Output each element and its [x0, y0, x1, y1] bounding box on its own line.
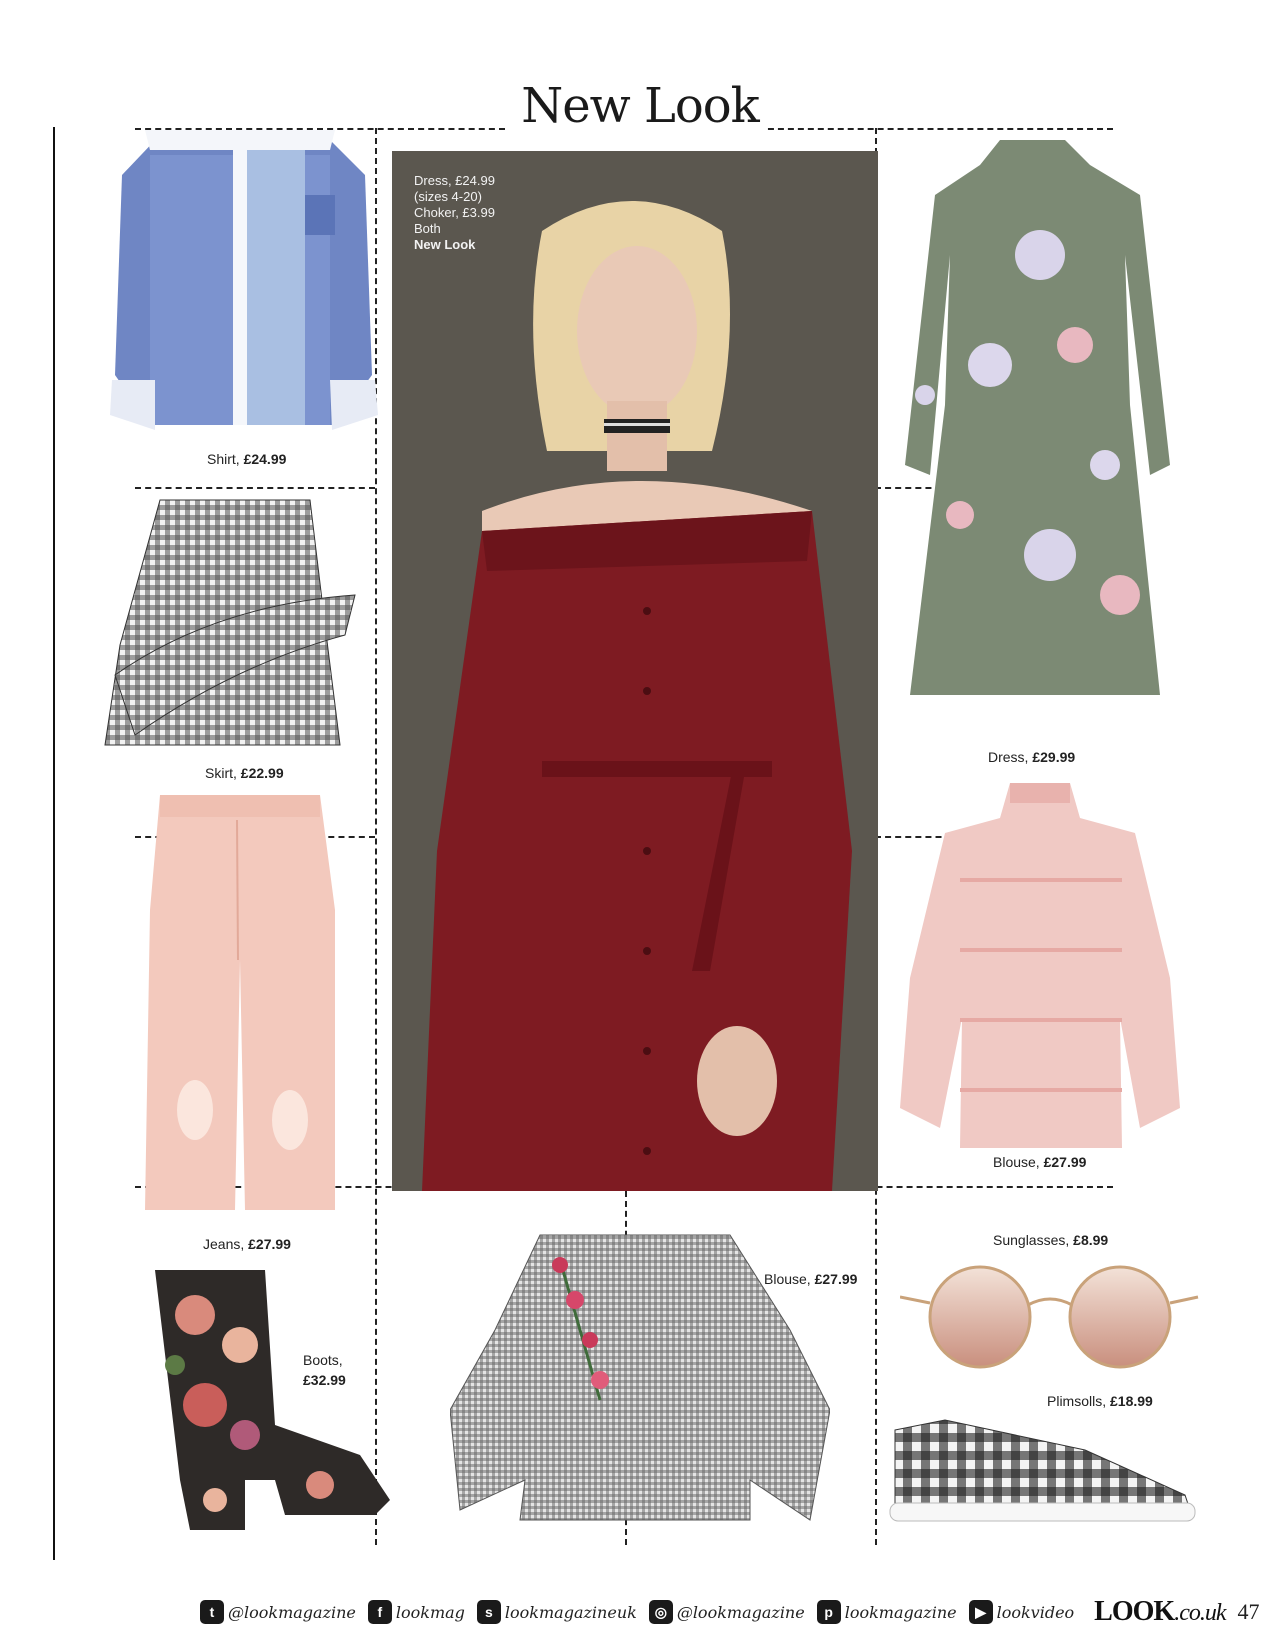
- social-pinterest[interactable]: [817, 1600, 957, 1624]
- boots-label: Boots,: [303, 1352, 343, 1368]
- jeans-caption: [203, 1236, 291, 1252]
- snapchat-icon: s: [477, 1600, 501, 1624]
- boots-image: [135, 1265, 395, 1535]
- logo-main: LOOK: [1094, 1596, 1175, 1627]
- sunglasses-image: [900, 1265, 1200, 1375]
- hero-caption-brand: New Look: [414, 237, 476, 252]
- hero-model-illustration: [392, 151, 878, 1191]
- sunglasses-price: £8.99: [1073, 1232, 1109, 1248]
- shirt-label: Shirt,: [207, 451, 240, 467]
- gingham-blouse-caption: [764, 1271, 857, 1287]
- boots-price: £32.99: [303, 1372, 346, 1388]
- floral-dress-label: Dress,: [988, 749, 1029, 765]
- hero-caption-line-1: Dress, £24.99: [414, 173, 495, 188]
- social-snapchat[interactable]: [477, 1600, 637, 1624]
- social-instagram[interactable]: [649, 1600, 805, 1624]
- facebook-handle[interactable]: lookmag: [395, 1602, 465, 1622]
- instagram-icon: ◎: [649, 1600, 673, 1624]
- facebook-icon: f: [368, 1600, 392, 1624]
- page-number: 47: [1237, 1599, 1260, 1624]
- hero-caption-line-3: Choker, £3.99: [414, 205, 495, 220]
- pink-blouse-label: Blouse,: [993, 1154, 1040, 1170]
- shirt-caption: [207, 451, 286, 467]
- logo-tld: .co.uk: [1174, 1600, 1226, 1626]
- pink-blouse-price: £27.99: [1043, 1154, 1087, 1170]
- video-handle[interactable]: lookvideo: [996, 1602, 1075, 1622]
- skirt-price: £22.99: [240, 765, 284, 781]
- gingham-blouse-label: Blouse,: [764, 1271, 811, 1287]
- left-margin-rule: [53, 127, 55, 1560]
- social-facebook[interactable]: [368, 1600, 465, 1624]
- hero-caption-line-2: (sizes 4-20): [414, 189, 482, 204]
- sunglasses-label: Sunglasses,: [993, 1232, 1070, 1248]
- social-twitter[interactable]: [200, 1600, 356, 1624]
- hero-caption-line-4: Both: [414, 221, 441, 236]
- jeans-label: Jeans,: [203, 1236, 245, 1252]
- footer: [200, 1592, 1260, 1632]
- floral-dress-price: £29.99: [1032, 749, 1076, 765]
- instagram-handle[interactable]: @lookmagazine: [676, 1602, 805, 1622]
- plimsolls-price: £18.99: [1110, 1393, 1153, 1409]
- video-icon: ▶: [969, 1600, 993, 1624]
- top-dashed-rule-right: [748, 128, 1113, 130]
- pinterest-handle[interactable]: lookmagazine: [844, 1602, 957, 1622]
- snapchat-handle[interactable]: lookmagazineuk: [504, 1602, 637, 1622]
- social-video[interactable]: [969, 1600, 1075, 1624]
- page-title: New Look: [515, 78, 765, 134]
- floral-dress-image: [890, 135, 1190, 715]
- plimsolls-image: [885, 1415, 1205, 1525]
- shirt-image: [110, 125, 380, 455]
- floral-dress-caption: [988, 749, 1075, 765]
- skirt-label: Skirt,: [205, 765, 237, 781]
- shirt-price: £24.99: [243, 451, 287, 467]
- divider-shirt-skirt: [135, 487, 375, 489]
- hero-photo: [392, 151, 878, 1191]
- sunglasses-caption: [993, 1232, 1108, 1248]
- plimsolls-caption: [1047, 1393, 1153, 1409]
- pink-blouse-caption: [993, 1154, 1086, 1170]
- skirt-caption: [205, 765, 284, 781]
- plimsolls-label: Plimsolls,: [1047, 1393, 1107, 1409]
- look-logo[interactable]: [1094, 1596, 1225, 1628]
- skirt-image: [95, 495, 375, 770]
- twitter-icon: t: [200, 1600, 224, 1624]
- boots-caption: [303, 1350, 346, 1390]
- hero-caption: [414, 173, 495, 253]
- pink-blouse-image: [890, 778, 1190, 1168]
- pinterest-icon: p: [817, 1600, 841, 1624]
- gingham-blouse-price: £27.99: [814, 1271, 858, 1287]
- twitter-handle[interactable]: @lookmagazine: [228, 1602, 356, 1622]
- jeans-image: [125, 790, 355, 1220]
- jeans-price: £27.99: [248, 1236, 291, 1252]
